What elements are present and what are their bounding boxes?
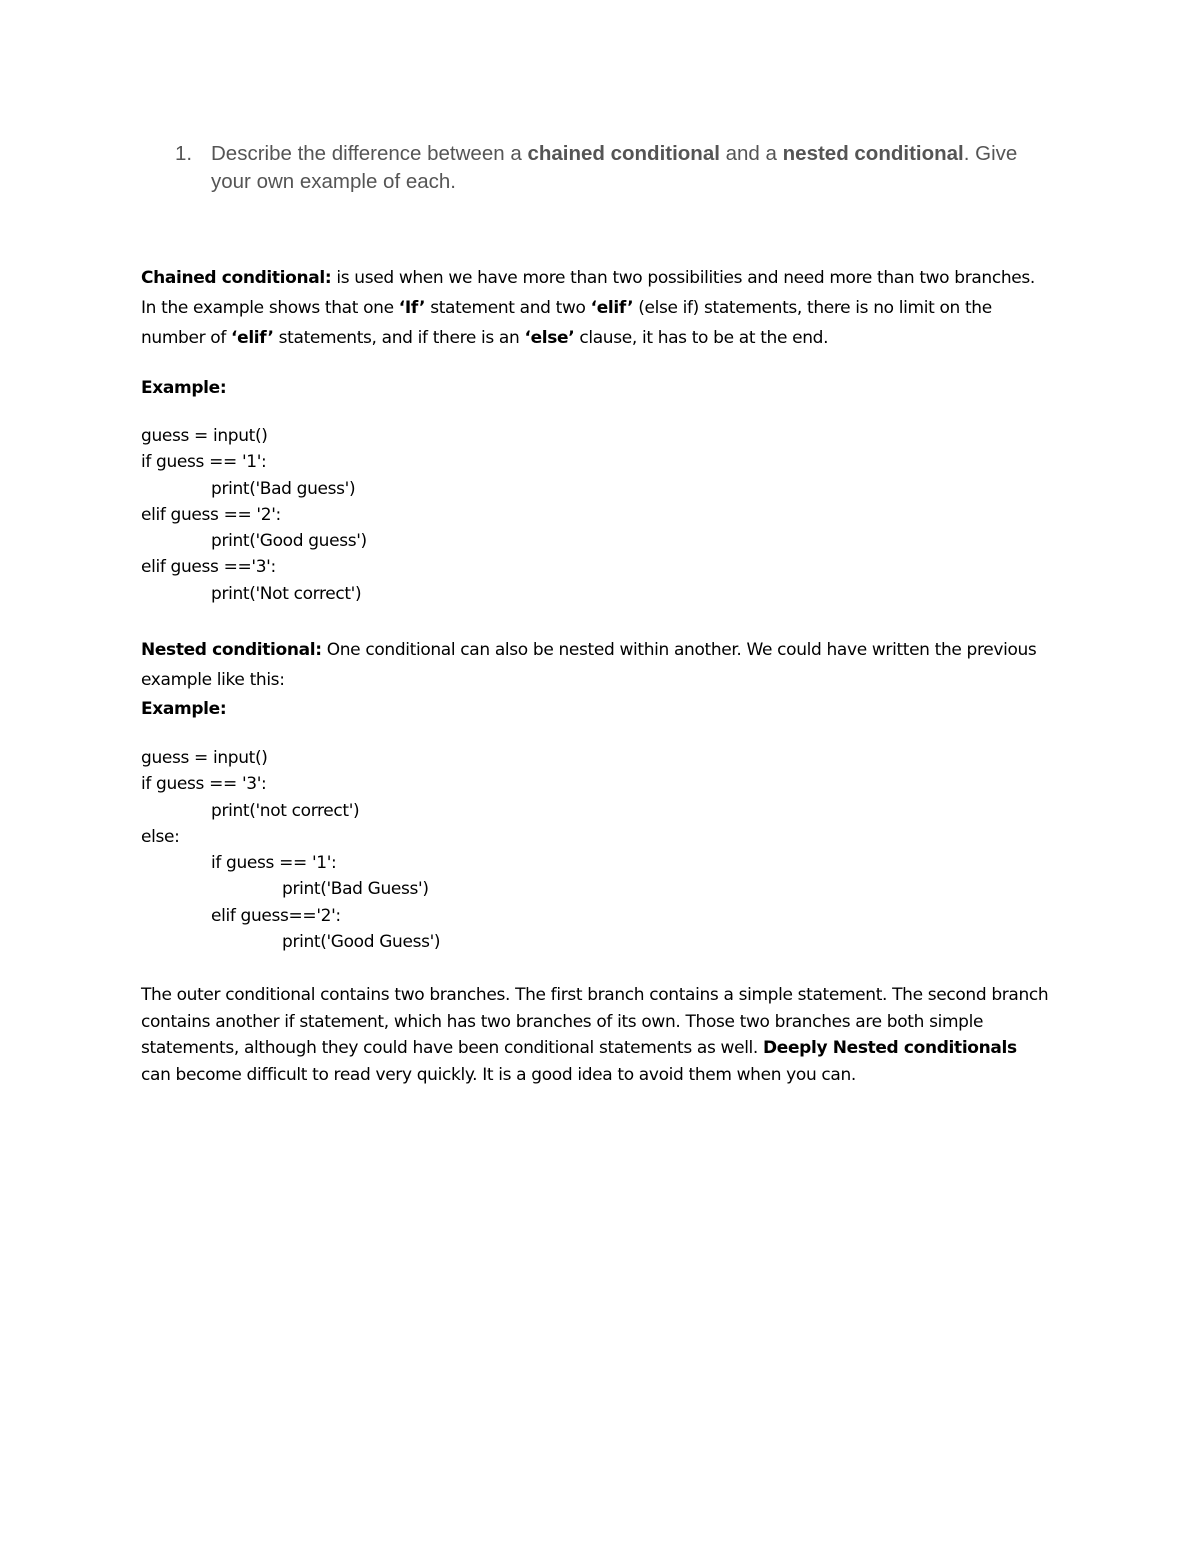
keyword-if: ‘If’ (398, 298, 426, 318)
chained-code-block (141, 423, 367, 607)
example-label: Example: (141, 699, 227, 719)
chained-text: clause, it has to be at the end. (574, 328, 829, 348)
question-number: 1. (175, 142, 193, 165)
code-line: if guess == '3': (141, 774, 267, 795)
code-line: print('Bad Guess') (282, 879, 429, 900)
example-label: Example: (141, 378, 227, 398)
chained-heading: Chained conditional: (141, 268, 332, 288)
closing-paragraph (141, 982, 1051, 1088)
code-line: print('Good Guess') (282, 932, 441, 953)
keyword-elif: ‘elif’ (231, 328, 274, 348)
code-line: guess = input() (141, 748, 268, 768)
term-chained-conditional: chained conditional (527, 142, 720, 165)
question-text-part: Describe the difference between a (211, 142, 528, 165)
nested-text: One conditional can also be nested within another. We could have written the previous example like this: (141, 640, 1037, 690)
chained-text: (else if) statements, there is no limit on the number of (141, 298, 992, 348)
code-line: elif guess == '2': (141, 504, 281, 525)
code-line: print('Good guess') (211, 531, 367, 552)
code-line: elif guess=='2': (211, 905, 341, 926)
term-nested-conditional: nested conditional (782, 142, 964, 165)
nested-conditional-paragraph (141, 635, 1051, 695)
nested-heading: Nested conditional: (141, 640, 322, 660)
code-line: else: (141, 826, 180, 847)
deeply-nested-term: Deeply Nested conditionals (763, 1038, 1017, 1058)
code-line: print('Bad guess') (211, 478, 356, 499)
closing-text: can become difficult to read very quickly. It is a good idea to avoid them when you can. (141, 1064, 856, 1085)
question-text-part: . Give your own example of each. (211, 142, 1018, 193)
chained-conditional-paragraph (141, 263, 1051, 353)
code-line: print('Not correct') (211, 583, 362, 604)
code-line: if guess == '1': (211, 853, 337, 874)
code-line: if guess == '1': (141, 452, 267, 473)
code-line: elif guess =='3': (141, 557, 276, 578)
question-text-part: and a (719, 142, 783, 165)
code-line: guess = input() (141, 426, 268, 446)
code-line: print('not correct') (211, 800, 360, 821)
nested-code-block (141, 745, 440, 955)
chained-text: statement and two (425, 298, 591, 318)
chained-text: statements, and if there is an (273, 328, 525, 348)
question-item (175, 140, 1045, 196)
keyword-elif: ‘elif’ (590, 298, 634, 318)
chained-text: is used when we have more than two possibilities and need more than two branches. In the example shows that one (141, 268, 1035, 318)
closing-text: The outer conditional contains two branches. The first branch contains a simple statement. The second branch contains another if statement, which has two branches of its own. Those two branches are both simple statements, although they could have been conditional statements as well. (141, 985, 1049, 1058)
question-text (211, 140, 1045, 196)
keyword-else: ‘else’ (524, 328, 575, 348)
